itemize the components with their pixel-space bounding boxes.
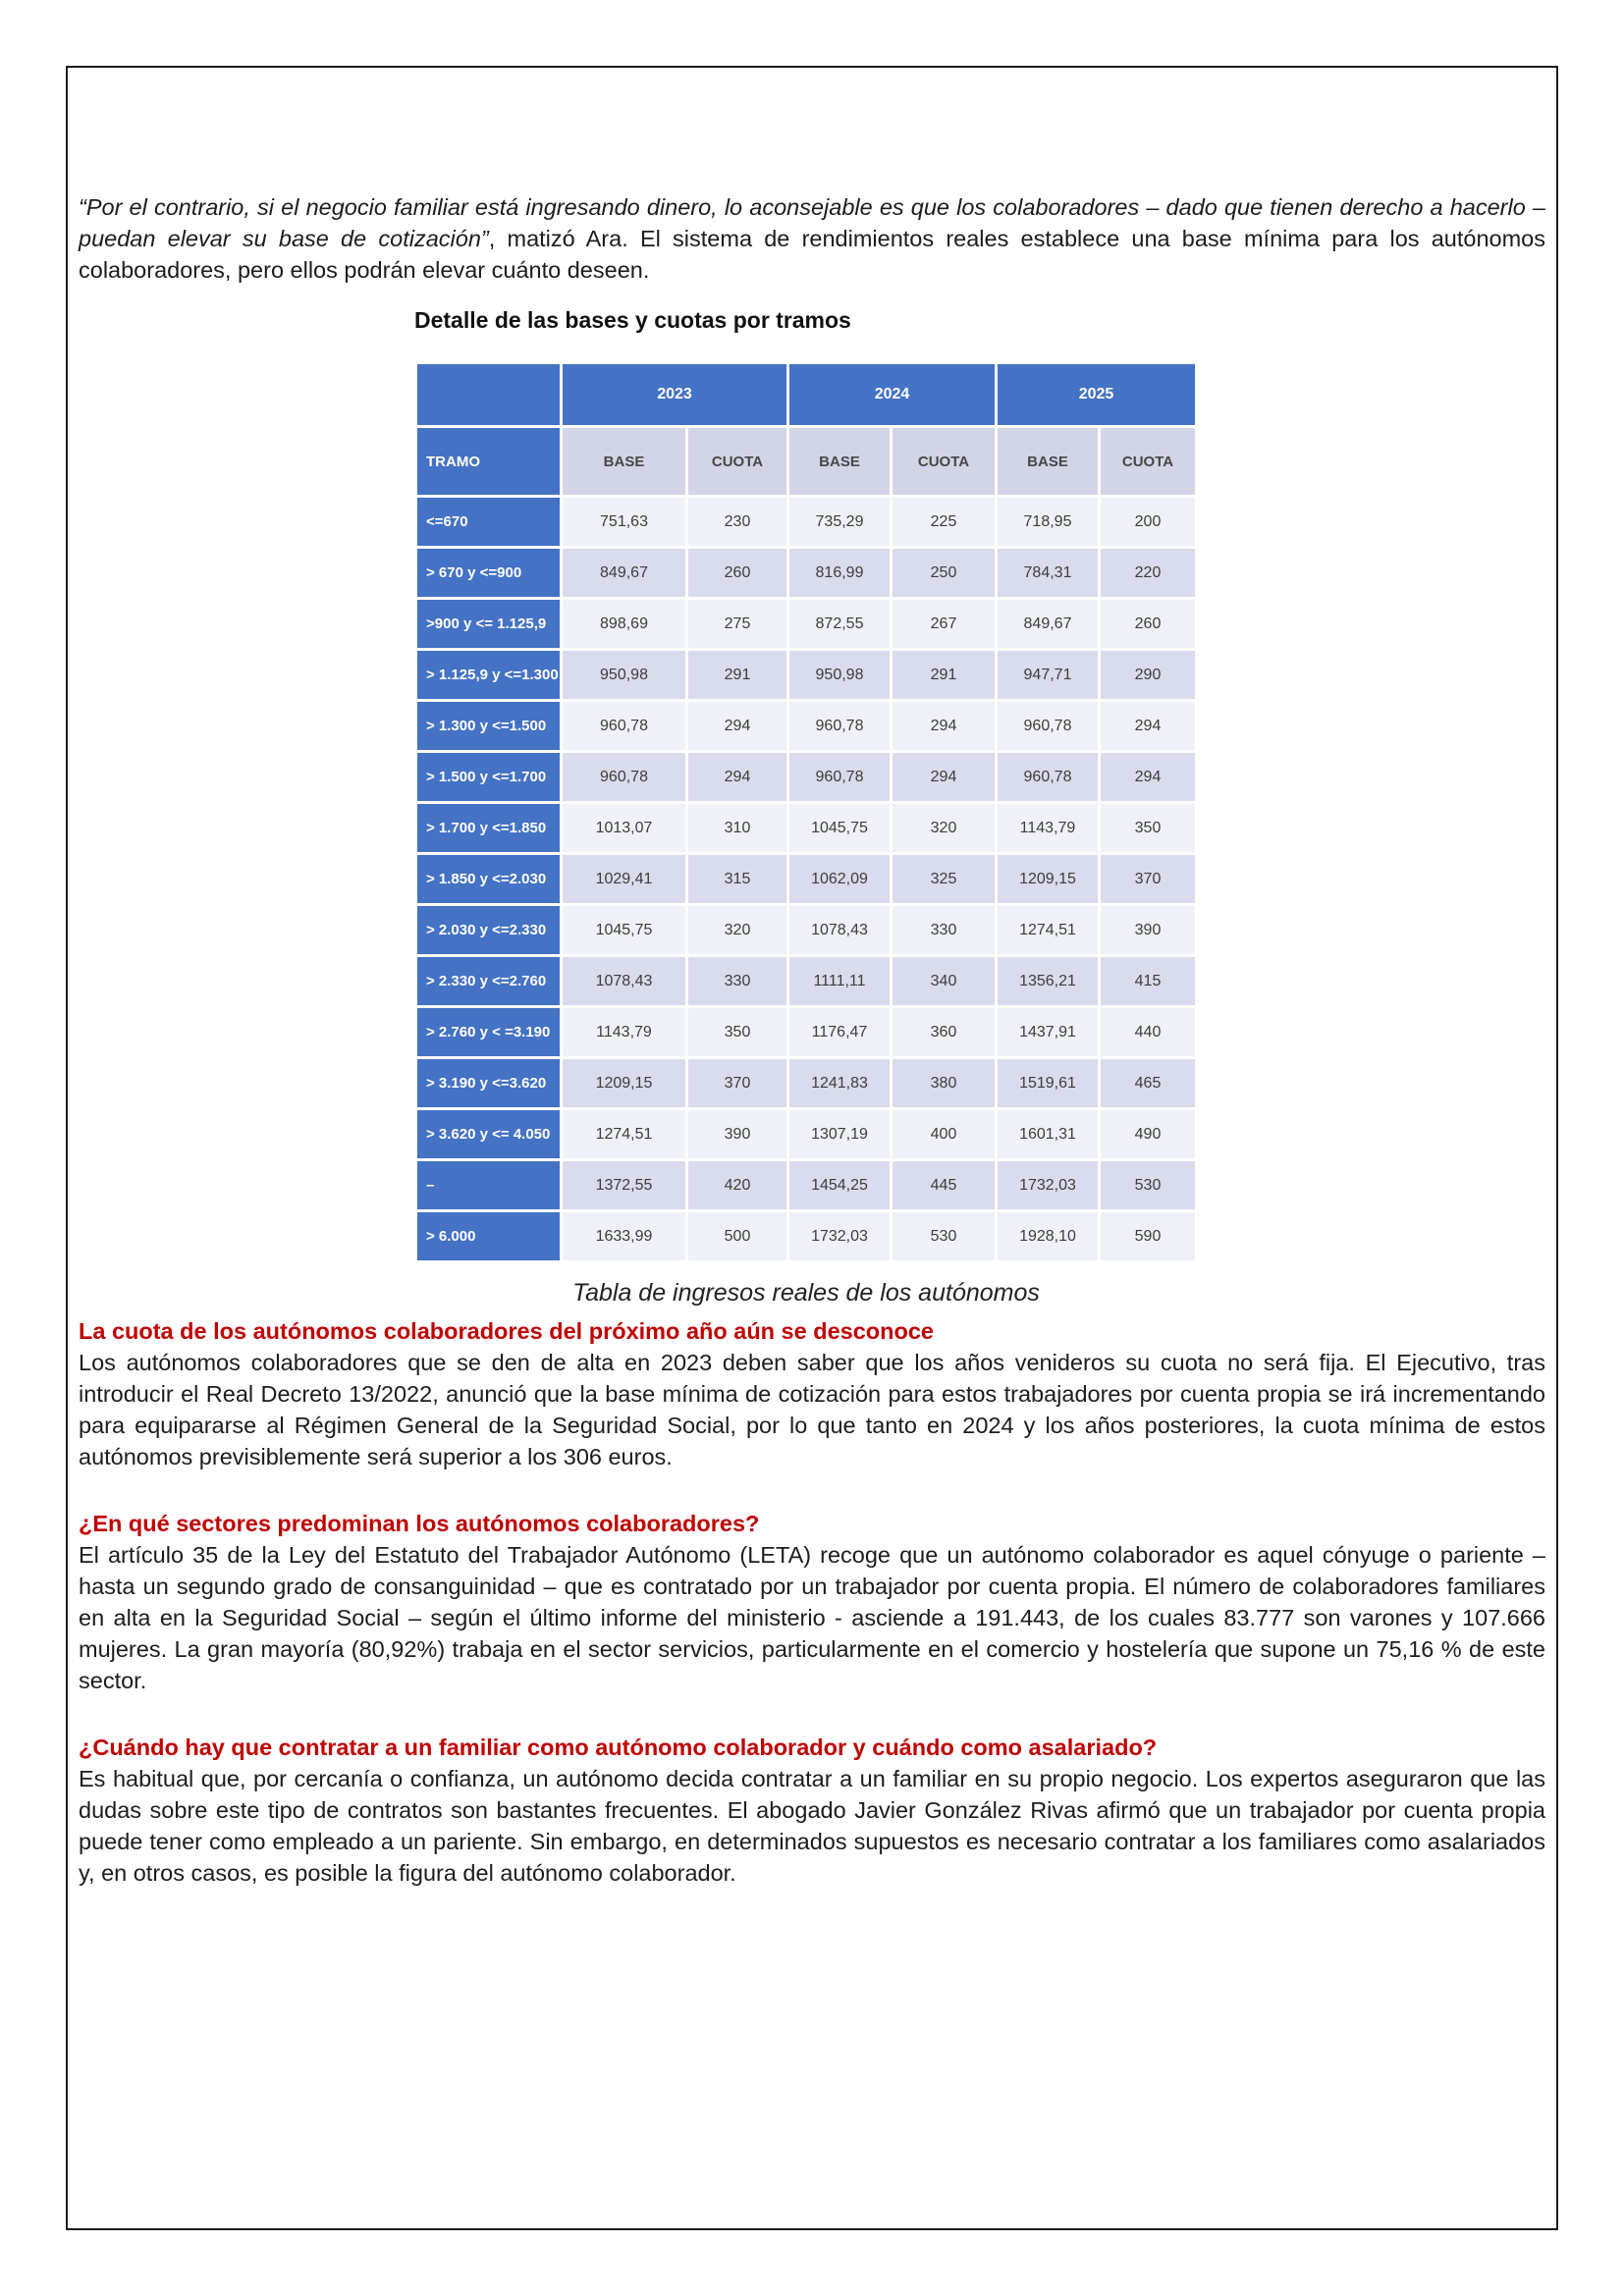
base-cell: 1045,75 (789, 804, 890, 852)
cuota-cell: 320 (893, 804, 995, 852)
cuota-cell: 290 (1101, 651, 1195, 699)
table-row (417, 1059, 1195, 1107)
base-cell: 1029,41 (563, 855, 685, 903)
cuota-cell: 325 (893, 855, 995, 903)
page-frame (66, 66, 1558, 2230)
base-cell: 960,78 (998, 753, 1098, 801)
cuota-cell: 380 (893, 1059, 995, 1107)
cuota-cell: 291 (688, 651, 786, 699)
table-row (417, 549, 1195, 597)
tramo-cell: > 1.850 y <=2.030 (417, 855, 560, 903)
section-heading: La cuota de los autónomos colaboradores del próximo año aún se desconoce (79, 1318, 934, 1344)
base-cell: 960,78 (563, 702, 685, 750)
base-cell: 1519,61 (998, 1059, 1098, 1107)
base-cell: 1633,99 (563, 1212, 685, 1260)
cuota-cell: 294 (1101, 702, 1195, 750)
cuota-column-header: CUOTA (1101, 428, 1195, 495)
base-column-header: BASE (563, 428, 685, 495)
cuota-cell: 330 (688, 957, 786, 1005)
base-cell: 784,31 (998, 549, 1098, 597)
table-row (417, 1161, 1195, 1209)
section-cuota-proximo-ano (79, 1315, 1545, 1472)
base-cell: 1437,91 (998, 1008, 1098, 1056)
tramo-column-header: TRAMO (417, 428, 560, 495)
cuota-cell: 360 (893, 1008, 995, 1056)
cuota-column-header: CUOTA (688, 428, 786, 495)
table-title: Detalle de las bases y cuotas por tramos (414, 307, 851, 333)
cuota-cell: 370 (688, 1059, 786, 1107)
cuota-cell: 330 (893, 906, 995, 954)
corner-cell (417, 364, 560, 425)
base-cell: 1274,51 (998, 906, 1098, 954)
base-cell: 718,95 (998, 498, 1098, 546)
tramo-cell: > 1.500 y <=1.700 (417, 753, 560, 801)
table-row (417, 906, 1195, 954)
table-row (417, 702, 1195, 750)
table-row (417, 1110, 1195, 1158)
table-body (417, 498, 1195, 1260)
cuota-cell: 350 (1101, 804, 1195, 852)
tramo-cell: > 670 y <=900 (417, 549, 560, 597)
tramo-cell: >900 y <= 1.125,9 (417, 600, 560, 648)
cuota-cell: 294 (688, 753, 786, 801)
table-row (417, 753, 1195, 801)
cuota-cell: 445 (893, 1161, 995, 1209)
tramo-cell: > 2.330 y <=2.760 (417, 957, 560, 1005)
table-row (417, 1212, 1195, 1260)
base-cell: 1274,51 (563, 1110, 685, 1158)
cuota-cell: 260 (688, 549, 786, 597)
base-cell: 1732,03 (789, 1212, 890, 1260)
cuota-cell: 275 (688, 600, 786, 648)
base-cell: 1241,83 (789, 1059, 890, 1107)
cuota-cell: 294 (893, 702, 995, 750)
cuota-cell: 267 (893, 600, 995, 648)
base-cell: 849,67 (998, 600, 1098, 648)
base-column-header: BASE (789, 428, 890, 495)
base-cell: 1928,10 (998, 1212, 1098, 1260)
base-cell: 960,78 (563, 753, 685, 801)
cuota-column-header: CUOTA (893, 428, 995, 495)
cuota-cell: 440 (1101, 1008, 1195, 1056)
cuota-cell: 530 (1101, 1161, 1195, 1209)
cuota-cell: 310 (688, 804, 786, 852)
table-row (417, 651, 1195, 699)
cuota-cell: 350 (688, 1008, 786, 1056)
section-sectores (79, 1508, 1545, 1696)
cuota-cell: 294 (893, 753, 995, 801)
intro-quote: “Por el contrario, si el negocio familiar está ingresando dinero, lo aconsejable es que los colaboradores – dado que tienen derecho a hacerlo – puedan elevar su base de cotización” (79, 194, 1545, 251)
table-row (417, 957, 1195, 1005)
intro-attribution: , matizó Ara. El sistema de rendimientos reales establece una base mínima para los autónomos colaboradores, pero ellos podrán elevar cuánto deseen. (79, 226, 1546, 283)
cuota-cell: 340 (893, 957, 995, 1005)
tramo-cell: > 2.760 y < =3.190 (417, 1008, 560, 1056)
table-caption: Tabla de ingresos reales de los autónomos (572, 1279, 1040, 1307)
cuota-cell: 291 (893, 651, 995, 699)
base-cell: 1045,75 (563, 906, 685, 954)
section-heading: ¿Cuándo hay que contratar a un familiar como autónomo colaborador y cuándo como asalariado? (79, 1735, 1158, 1760)
table-row (417, 498, 1195, 546)
base-cell: 872,55 (789, 600, 890, 648)
cuota-cell: 250 (893, 549, 995, 597)
base-cell: 1372,55 (563, 1161, 685, 1209)
article-sections (79, 1315, 1545, 1889)
base-cell: 816,99 (789, 549, 890, 597)
base-cell: 1209,15 (998, 855, 1098, 903)
base-cell: 1111,11 (789, 957, 890, 1005)
cuota-cell: 530 (893, 1212, 995, 1260)
tramo-cell: > 1.300 y <=1.500 (417, 702, 560, 750)
cuota-cell: 390 (1101, 906, 1195, 954)
year-header-2024: 2024 (789, 364, 995, 425)
base-cell: 1732,03 (998, 1161, 1098, 1209)
intro-paragraph (79, 191, 1545, 286)
bases-cuotas-table (414, 361, 1198, 1263)
section-heading: ¿En qué sectores predominan los autónomos colaboradores? (79, 1511, 760, 1536)
cuota-cell: 294 (688, 702, 786, 750)
section-contratar-familiar (79, 1732, 1545, 1889)
year-header-2023: 2023 (563, 364, 786, 425)
cuota-cell: 465 (1101, 1059, 1195, 1107)
cuota-cell: 320 (688, 906, 786, 954)
base-cell: 960,78 (998, 702, 1098, 750)
tramo-cell: > 6.000 (417, 1212, 560, 1260)
cuota-cell: 370 (1101, 855, 1195, 903)
cuota-cell: 260 (1101, 600, 1195, 648)
base-cell: 1062,09 (789, 855, 890, 903)
cuota-cell: 220 (1101, 549, 1195, 597)
table-row (417, 804, 1195, 852)
base-cell: 751,63 (563, 498, 685, 546)
base-cell: 960,78 (789, 753, 890, 801)
cuota-cell: 490 (1101, 1110, 1195, 1158)
cuota-cell: 390 (688, 1110, 786, 1158)
base-cell: 1601,31 (998, 1110, 1098, 1158)
tramo-cell: > 2.030 y <=2.330 (417, 906, 560, 954)
table-row (417, 1008, 1195, 1056)
base-cell: 1078,43 (563, 957, 685, 1005)
cuota-cell: 200 (1101, 498, 1195, 546)
base-cell: 950,98 (563, 651, 685, 699)
base-cell: 1454,25 (789, 1161, 890, 1209)
tramo-cell: > 3.190 y <=3.620 (417, 1059, 560, 1107)
base-column-header: BASE (998, 428, 1098, 495)
cuota-cell: 225 (893, 498, 995, 546)
cuota-cell: 415 (1101, 957, 1195, 1005)
cuota-cell: 230 (688, 498, 786, 546)
year-header-2025: 2025 (998, 364, 1195, 425)
cuota-cell: 590 (1101, 1212, 1195, 1260)
cuota-cell: 420 (688, 1161, 786, 1209)
base-cell: 1078,43 (789, 906, 890, 954)
base-cell: 960,78 (789, 702, 890, 750)
tramo-cell: <=670 (417, 498, 560, 546)
base-cell: 1013,07 (563, 804, 685, 852)
base-cell: 849,67 (563, 549, 685, 597)
base-cell: 1143,79 (563, 1008, 685, 1056)
base-cell: 1143,79 (998, 804, 1098, 852)
year-header-row (417, 364, 1195, 425)
column-header-row (417, 428, 1195, 495)
base-cell: 735,29 (789, 498, 890, 546)
base-cell: 947,71 (998, 651, 1098, 699)
base-cell: 898,69 (563, 600, 685, 648)
base-cell: 950,98 (789, 651, 890, 699)
base-cell: 1209,15 (563, 1059, 685, 1107)
base-cell: 1176,47 (789, 1008, 890, 1056)
tramo-cell: > 1.700 y <=1.850 (417, 804, 560, 852)
section-paragraph: El artículo 35 de la Ley del Estatuto del Trabajador Autónomo (LETA) recoge que un autónomo colaborador es aquel cónyuge o pariente – hasta un segundo grado de consanguinidad – que es contratado por un trabajador por cuenta propia. El número de colaboradores familiares en alta en la Seguridad Social – según el último informe del ministerio - asciende a 191.443, de los cuales 83.777 son varones y 107.666 mujeres. La gran mayoría (80,92%) trabaja en el sector servicios, particularmente en el comercio y hostelería que supone un 75,16 % de este sector. (79, 1542, 1545, 1693)
base-cell: 1307,19 (789, 1110, 890, 1158)
cuota-cell: 500 (688, 1212, 786, 1260)
base-cell: 1356,21 (998, 957, 1098, 1005)
cuota-cell: 315 (688, 855, 786, 903)
cuota-cell: 294 (1101, 753, 1195, 801)
tramo-cell: – (417, 1161, 560, 1209)
section-paragraph: Los autónomos colaboradores que se den de alta en 2023 deben saber que los años venideros su cuota no será fija. El Ejecutivo, tras introducir el Real Decreto 13/2022, anunció que la base mínima de cotización para estos trabajadores por cuenta propia se irá incrementando para equipararse al Régimen General de la Seguridad Social, por lo que tanto en 2024 y los años posteriores, la cuota mínima de estos autónomos previsiblemente será superior a los 306 euros. (79, 1350, 1545, 1469)
table-row (417, 855, 1195, 903)
tramo-cell: > 3.620 y <= 4.050 (417, 1110, 560, 1158)
section-paragraph: Es habitual que, por cercanía o confianza, un autónomo decida contratar a un familiar en su propio negocio. Los expertos aseguraron que las dudas sobre este tipo de contratos son bastantes frecuentes. El abogado Javier González Rivas afirmó que un trabajador por cuenta propia puede tener como empleado a un pariente. Sin embargo, en determinados supuestos es necesario contratar a los familiares como asalariados y, en otros casos, es posible la figura del autónomo colaborador. (79, 1766, 1545, 1886)
tramo-cell: > 1.125,9 y <=1.300 (417, 651, 560, 699)
table-row (417, 600, 1195, 648)
cuota-cell: 400 (893, 1110, 995, 1158)
